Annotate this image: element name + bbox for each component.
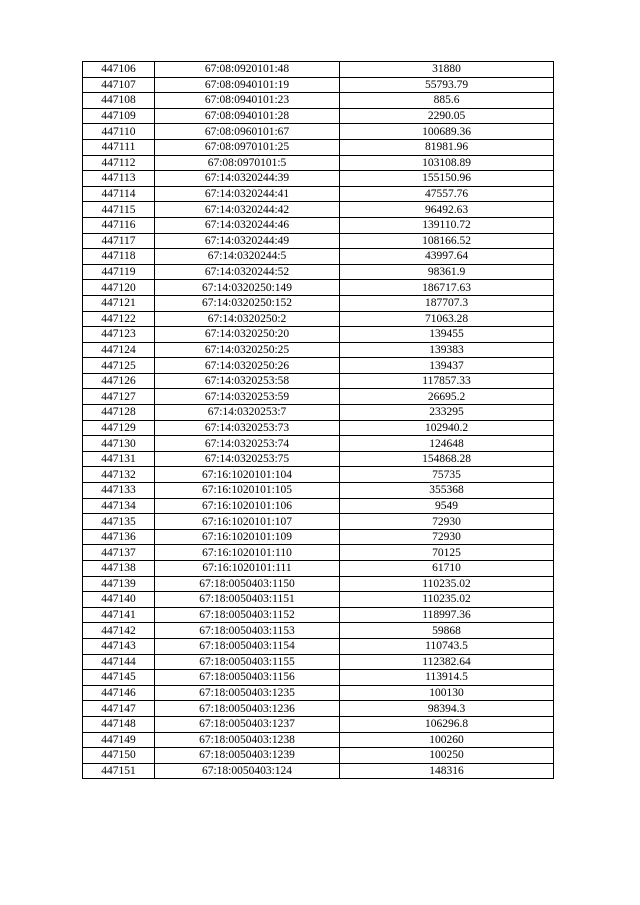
row-number-cell: 447148 [83, 716, 155, 732]
cadastral-number-cell: 67:14:0320244:41 [155, 186, 340, 202]
table-row [83, 217, 554, 233]
value-cell: 75735 [340, 467, 554, 483]
table-row [83, 342, 554, 358]
cadastral-number-cell: 67:18:0050403:1153 [155, 623, 340, 639]
cadastral-number-cell: 67:14:0320250:26 [155, 358, 340, 374]
row-number-cell: 447141 [83, 607, 155, 623]
cadastral-number-cell: 67:14:0320250:149 [155, 280, 340, 296]
cadastral-number-cell: 67:16:1020101:111 [155, 561, 340, 577]
row-number-cell: 447108 [83, 93, 155, 109]
value-cell: 118997.36 [340, 607, 554, 623]
table-row [83, 108, 554, 124]
value-cell: 47557.76 [340, 186, 554, 202]
value-cell: 9549 [340, 498, 554, 514]
value-cell: 112382.64 [340, 654, 554, 670]
cadastral-number-cell: 67:18:0050403:1152 [155, 607, 340, 623]
value-cell: 70125 [340, 545, 554, 561]
cadastral-number-cell: 67:14:0320253:58 [155, 373, 340, 389]
table-row [83, 373, 554, 389]
table-row [83, 638, 554, 654]
value-cell: 26695.2 [340, 389, 554, 405]
value-cell: 110235.02 [340, 576, 554, 592]
cadastral-number-cell: 67:14:0320253:73 [155, 420, 340, 436]
table-row [83, 420, 554, 436]
value-cell: 96492.63 [340, 202, 554, 218]
row-number-cell: 447133 [83, 483, 155, 499]
value-cell: 187707.3 [340, 295, 554, 311]
cadastral-number-cell: 67:08:0940101:28 [155, 108, 340, 124]
row-number-cell: 447125 [83, 358, 155, 374]
table-row [83, 732, 554, 748]
value-cell: 100250 [340, 748, 554, 764]
table-row [83, 514, 554, 530]
row-number-cell: 447130 [83, 436, 155, 452]
registry-table-body [83, 62, 554, 779]
value-cell: 59868 [340, 623, 554, 639]
value-cell: 103108.89 [340, 155, 554, 171]
table-row [83, 139, 554, 155]
table-row [83, 654, 554, 670]
row-number-cell: 447116 [83, 217, 155, 233]
table-row [83, 467, 554, 483]
value-cell: 355368 [340, 483, 554, 499]
cadastral-number-cell: 67:14:0320253:7 [155, 405, 340, 421]
cadastral-number-cell: 67:14:0320244:5 [155, 249, 340, 265]
cadastral-number-cell: 67:14:0320244:52 [155, 264, 340, 280]
table-row [83, 545, 554, 561]
row-number-cell: 447139 [83, 576, 155, 592]
table-row [83, 607, 554, 623]
value-cell: 100130 [340, 685, 554, 701]
value-cell: 117857.33 [340, 373, 554, 389]
value-cell: 81981.96 [340, 139, 554, 155]
table-row [83, 529, 554, 545]
cadastral-number-cell: 67:14:0320253:59 [155, 389, 340, 405]
table-row [83, 264, 554, 280]
row-number-cell: 447150 [83, 748, 155, 764]
row-number-cell: 447138 [83, 561, 155, 577]
table-row [83, 436, 554, 452]
table-row [83, 358, 554, 374]
value-cell: 71063.28 [340, 311, 554, 327]
table-row [83, 670, 554, 686]
value-cell: 100260 [340, 732, 554, 748]
value-cell: 139455 [340, 327, 554, 343]
row-number-cell: 447146 [83, 685, 155, 701]
value-cell: 113914.5 [340, 670, 554, 686]
value-cell: 139383 [340, 342, 554, 358]
table-row [83, 93, 554, 109]
row-number-cell: 447112 [83, 155, 155, 171]
row-number-cell: 447115 [83, 202, 155, 218]
row-number-cell: 447145 [83, 670, 155, 686]
cadastral-number-cell: 67:18:0050403:1238 [155, 732, 340, 748]
value-cell: 72930 [340, 514, 554, 530]
cadastral-number-cell: 67:08:0920101:48 [155, 62, 340, 78]
cadastral-number-cell: 67:18:0050403:1150 [155, 576, 340, 592]
cadastral-number-cell: 67:08:0970101:5 [155, 155, 340, 171]
cadastral-number-cell: 67:16:1020101:109 [155, 529, 340, 545]
row-number-cell: 447122 [83, 311, 155, 327]
row-number-cell: 447136 [83, 529, 155, 545]
value-cell: 110235.02 [340, 592, 554, 608]
cadastral-number-cell: 67:16:1020101:110 [155, 545, 340, 561]
cadastral-number-cell: 67:14:0320250:152 [155, 295, 340, 311]
value-cell: 233295 [340, 405, 554, 421]
cadastral-number-cell: 67:16:1020101:106 [155, 498, 340, 514]
value-cell: 102940.2 [340, 420, 554, 436]
table-row [83, 405, 554, 421]
value-cell: 139110.72 [340, 217, 554, 233]
cadastral-number-cell: 67:14:0320244:42 [155, 202, 340, 218]
row-number-cell: 447132 [83, 467, 155, 483]
table-row [83, 763, 554, 779]
row-number-cell: 447142 [83, 623, 155, 639]
cadastral-number-cell: 67:14:0320244:46 [155, 217, 340, 233]
row-number-cell: 447120 [83, 280, 155, 296]
registry-sheet [82, 61, 554, 779]
row-number-cell: 447114 [83, 186, 155, 202]
table-row [83, 233, 554, 249]
cadastral-number-cell: 67:08:0940101:23 [155, 93, 340, 109]
table-row [83, 576, 554, 592]
value-cell: 885.6 [340, 93, 554, 109]
row-number-cell: 447124 [83, 342, 155, 358]
row-number-cell: 447107 [83, 77, 155, 93]
cadastral-number-cell: 67:14:0320250:20 [155, 327, 340, 343]
value-cell: 61710 [340, 561, 554, 577]
row-number-cell: 447123 [83, 327, 155, 343]
cadastral-number-cell: 67:08:0940101:19 [155, 77, 340, 93]
row-number-cell: 447147 [83, 701, 155, 717]
row-number-cell: 447143 [83, 638, 155, 654]
row-number-cell: 447131 [83, 451, 155, 467]
row-number-cell: 447119 [83, 264, 155, 280]
row-number-cell: 447111 [83, 139, 155, 155]
value-cell: 124648 [340, 436, 554, 452]
cadastral-number-cell: 67:14:0320244:39 [155, 171, 340, 187]
value-cell: 72930 [340, 529, 554, 545]
table-row [83, 451, 554, 467]
row-number-cell: 447149 [83, 732, 155, 748]
value-cell: 98361.9 [340, 264, 554, 280]
table-row [83, 592, 554, 608]
row-number-cell: 447144 [83, 654, 155, 670]
row-number-cell: 447128 [83, 405, 155, 421]
row-number-cell: 447121 [83, 295, 155, 311]
table-row [83, 202, 554, 218]
table-row [83, 311, 554, 327]
row-number-cell: 447118 [83, 249, 155, 265]
row-number-cell: 447129 [83, 420, 155, 436]
cadastral-number-cell: 67:18:0050403:1151 [155, 592, 340, 608]
cadastral-number-cell: 67:18:0050403:1236 [155, 701, 340, 717]
table-row [83, 483, 554, 499]
cadastral-number-cell: 67:14:0320250:2 [155, 311, 340, 327]
row-number-cell: 447109 [83, 108, 155, 124]
value-cell: 110743.5 [340, 638, 554, 654]
row-number-cell: 447135 [83, 514, 155, 530]
table-row [83, 389, 554, 405]
row-number-cell: 447151 [83, 763, 155, 779]
table-row [83, 155, 554, 171]
table-row [83, 561, 554, 577]
table-row [83, 701, 554, 717]
row-number-cell: 447106 [83, 62, 155, 78]
value-cell: 186717.63 [340, 280, 554, 296]
table-row [83, 280, 554, 296]
value-cell: 55793.79 [340, 77, 554, 93]
table-row [83, 249, 554, 265]
cadastral-number-cell: 67:18:0050403:124 [155, 763, 340, 779]
row-number-cell: 447113 [83, 171, 155, 187]
value-cell: 98394.3 [340, 701, 554, 717]
table-row [83, 124, 554, 140]
cadastral-number-cell: 67:16:1020101:107 [155, 514, 340, 530]
value-cell: 148316 [340, 763, 554, 779]
cadastral-number-cell: 67:18:0050403:1235 [155, 685, 340, 701]
row-number-cell: 447117 [83, 233, 155, 249]
table-row [83, 171, 554, 187]
value-cell: 2290.05 [340, 108, 554, 124]
cadastral-number-cell: 67:18:0050403:1155 [155, 654, 340, 670]
registry-table [82, 61, 554, 779]
cadastral-number-cell: 67:14:0320244:49 [155, 233, 340, 249]
table-row [83, 623, 554, 639]
value-cell: 31880 [340, 62, 554, 78]
value-cell: 139437 [340, 358, 554, 374]
table-row [83, 685, 554, 701]
row-number-cell: 447137 [83, 545, 155, 561]
table-row [83, 62, 554, 78]
cadastral-number-cell: 67:08:0960101:67 [155, 124, 340, 140]
table-row [83, 295, 554, 311]
row-number-cell: 447110 [83, 124, 155, 140]
cadastral-number-cell: 67:14:0320253:75 [155, 451, 340, 467]
table-row [83, 498, 554, 514]
cadastral-number-cell: 67:16:1020101:105 [155, 483, 340, 499]
row-number-cell: 447134 [83, 498, 155, 514]
table-row [83, 748, 554, 764]
cadastral-number-cell: 67:18:0050403:1154 [155, 638, 340, 654]
cadastral-number-cell: 67:08:0970101:25 [155, 139, 340, 155]
cadastral-number-cell: 67:18:0050403:1239 [155, 748, 340, 764]
row-number-cell: 447140 [83, 592, 155, 608]
table-row [83, 186, 554, 202]
row-number-cell: 447127 [83, 389, 155, 405]
value-cell: 108166.52 [340, 233, 554, 249]
row-number-cell: 447126 [83, 373, 155, 389]
cadastral-number-cell: 67:14:0320253:74 [155, 436, 340, 452]
cadastral-number-cell: 67:18:0050403:1237 [155, 716, 340, 732]
value-cell: 155150.96 [340, 171, 554, 187]
value-cell: 100689.36 [340, 124, 554, 140]
cadastral-number-cell: 67:18:0050403:1156 [155, 670, 340, 686]
table-row [83, 327, 554, 343]
table-row [83, 77, 554, 93]
value-cell: 154868.28 [340, 451, 554, 467]
cadastral-number-cell: 67:14:0320250:25 [155, 342, 340, 358]
value-cell: 43997.64 [340, 249, 554, 265]
cadastral-number-cell: 67:16:1020101:104 [155, 467, 340, 483]
table-row [83, 716, 554, 732]
value-cell: 106296.8 [340, 716, 554, 732]
